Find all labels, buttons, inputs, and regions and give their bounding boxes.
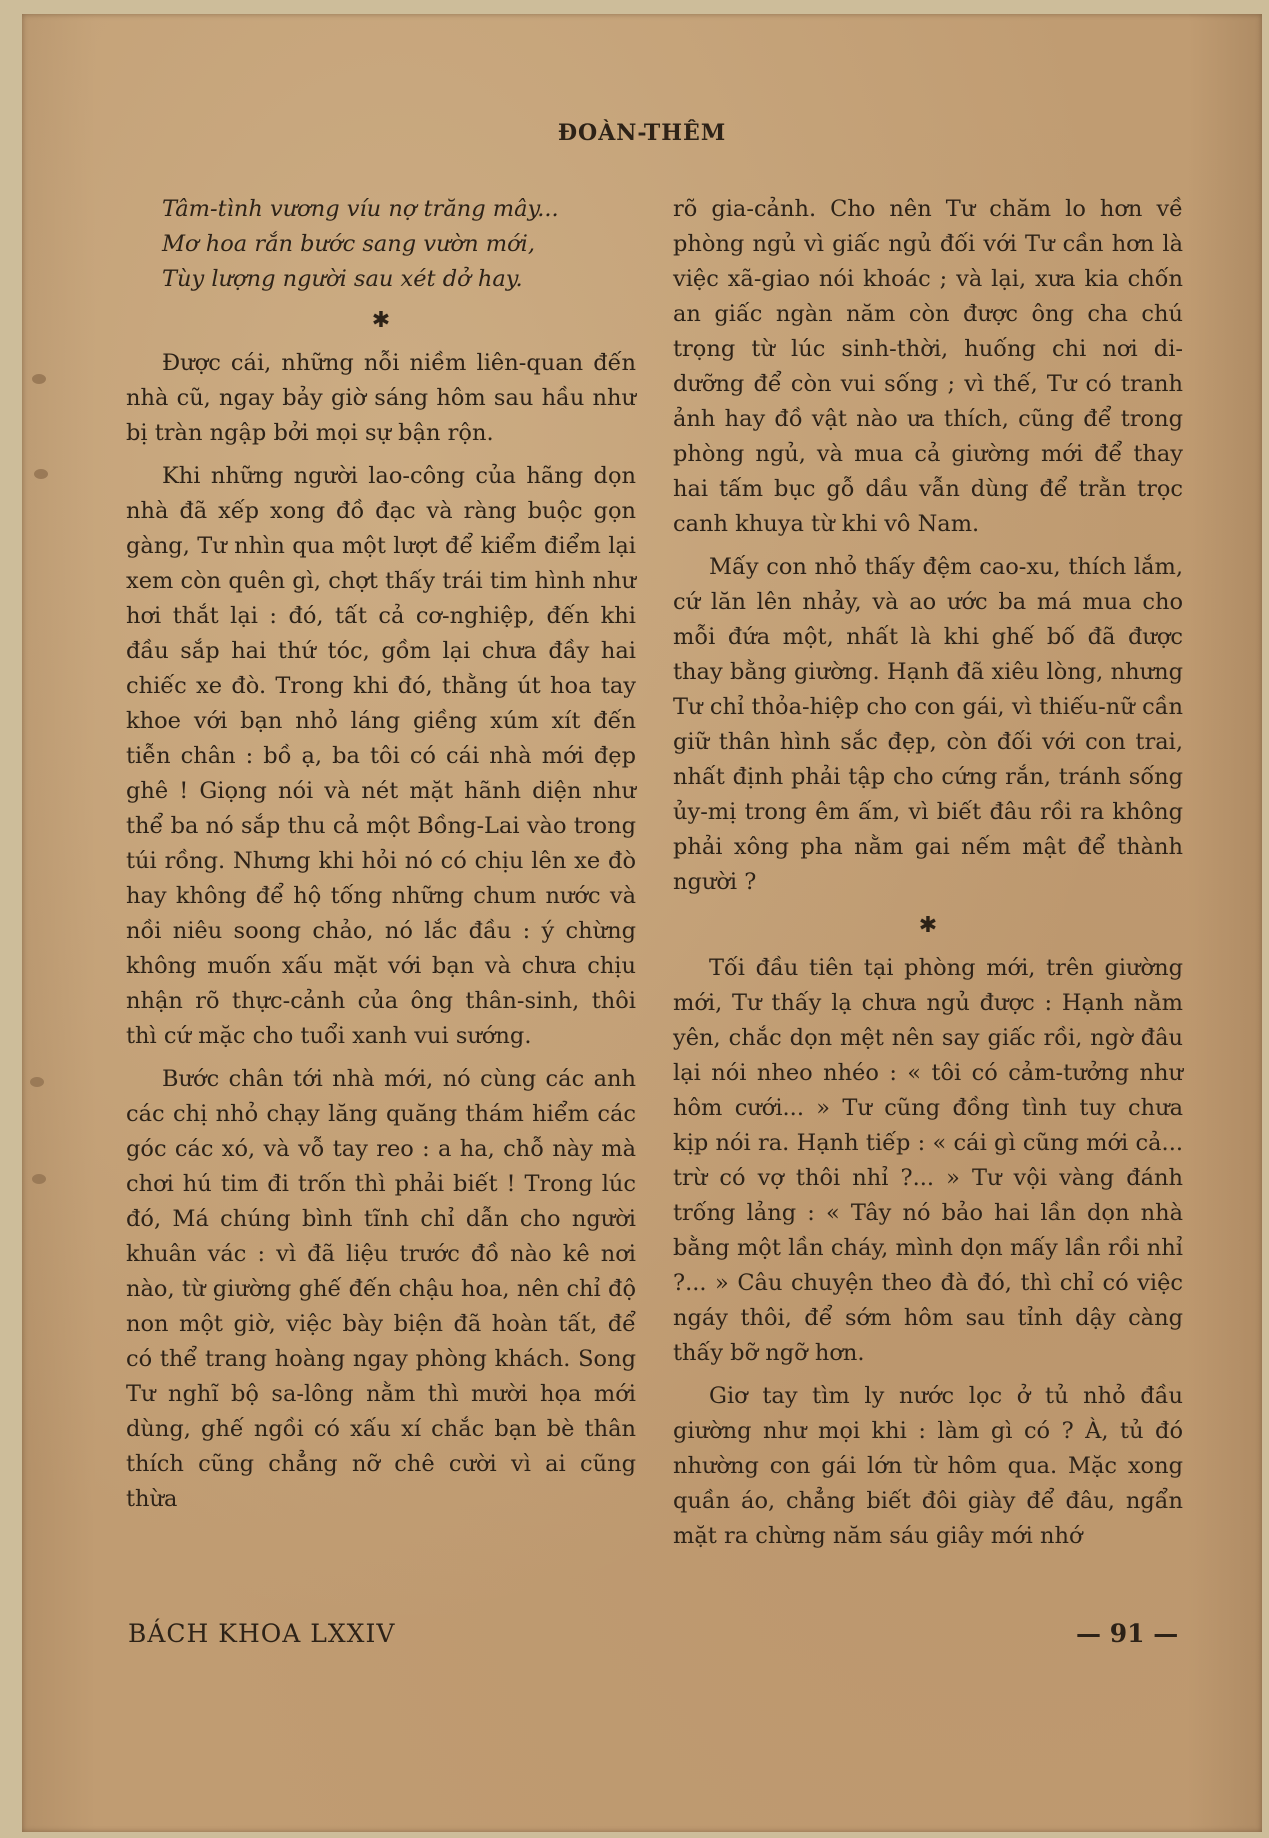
paragraph: rõ gia-cảnh. Cho nên Tư chăm lo hơn về phòng ngủ vì giấc ngủ đối với Tư cần hơn là việc xã-giao nói khoác ; và lại, xưa kia chốn an giấc ngàn năm còn được ông cha chú trọng từ lúc sinh-thời, huống chi nơi di-dưỡng để còn vui sống ; vì thế, Tư có tranh ảnh hay đồ vật nào ưa thích, cũng để trong phòng ngủ, và mua cả giường mới để thay hai tấm bục gỗ dầu vẫn dùng để trằn trọc canh khuya từ khi vô Nam. [673, 196, 1183, 537]
paragraph: Khi những người lao-công của hãng dọn nhà đã xếp xong đồ đạc và ràng buộc gọn gàng, Tư nhìn qua một lượt để kiểm điểm lại xem còn quên gì, chợt thấy trái tim hình như hơi thắt lại : đó, tất cả cơ-nghiệp, đến khi đầu sắp hai thứ tóc, gồm lại chưa đầy hai chiếc xe đò. Trong khi đó, thằng út hoa tay khoe với bạn nhỏ láng giềng xúm xít đến tiễn chân : bồ ạ, ba tôi có cái nhà mới đẹp ghê ! Giọng nói và nét mặt hãnh diện như thể ba nó sắp thu cả một Bồng-Lai vào trong túi rồng. Nhưng khi hỏi nó có chịu lên xe đò hay không để hộ tống những chum nước và nồi niêu soong chảo, nó lắc đầu : ý chừng không muốn xấu mặt với bạn và chưa chịu nhận rõ thực-cảnh của ông thân-sinh, thôi thì cứ mặc cho tuổi xanh vui sướng. [126, 463, 636, 1049]
paragraph: Được cái, những nỗi niềm liên-quan đến nhà cũ, ngay bảy giờ sáng hôm sau hầu như bị tràn ngập bởi mọi sự bận rộn. [126, 350, 636, 446]
magazine-name: BÁCH KHOA LXXIV [128, 1619, 396, 1648]
right-column [673, 192, 1183, 1562]
poem [126, 192, 636, 297]
binding-hole [32, 1174, 46, 1184]
left-column [126, 192, 636, 1525]
poem-line: Tâm-tình vương víu nợ trăng mây... [162, 196, 559, 222]
page-number: — 91 — [1076, 1619, 1179, 1648]
section-separator: ✱ [918, 913, 938, 938]
section-separator: ✱ [371, 308, 391, 333]
binding-hole [34, 469, 48, 479]
paragraph: Mấy con nhỏ thấy đệm cao-xu, thích lắm, cứ lăn lên nhảy, và ao ước ba má mua cho mỗi đứa một, nhất là khi ghế bố đã được thay bằng giường. Hạnh đã xiêu lòng, nhưng Tư chỉ thỏa-hiệp cho con gái, vì thiếu-nữ cần giữ thân hình sắc đẹp, còn đối với con trai, nhất định phải tập cho cứng rắn, tránh sống ủy-mị trong êm ấm, vì biết đâu rồi ra không phải xông pha nằm gai nếm mật để thành người ? [673, 554, 1183, 895]
paragraph: Giơ tay tìm ly nước lọc ở tủ nhỏ đầu giường như mọi khi : làm gì có ? À, tủ đó nhường con gái lớn từ hôm qua. Mặc xong quần áo, chẳng biết đôi giày để đâu, ngẩn mặt ra chừng năm sáu giây mới nhớ [673, 1383, 1183, 1549]
poem-line: Tùy lượng người sau xét dở hay. [162, 266, 523, 292]
running-header: ĐOÀN-THÊM [557, 120, 727, 146]
paragraph: Tối đầu tiên tại phòng mới, trên giường mới, Tư thấy lạ chưa ngủ được : Hạnh nằm yên, chắc dọn mệt nên say giấc rồi, ngờ đâu lại nói nheo nhéo : « tôi có cảm-tưởng như hôm cưới... » Tư cũng đồng tình tuy chưa kịp nói ra. Hạnh tiếp : « cái gì cũng mới cả... trừ có vợ thôi nhỉ ?... » Tư vội vàng đánh trống lảng : « Tây nó bảo hai lần dọn nhà bằng một lần cháy, mình dọn mấy lần rồi nhỉ ?... » Câu chuyện theo đà đó, thì chỉ có việc ngáy thôi, để sớm hôm sau tỉnh dậy càng thấy bỡ ngỡ hơn. [673, 955, 1183, 1366]
binding-hole [30, 1077, 44, 1087]
page [22, 14, 1262, 1832]
binding-hole [32, 374, 46, 384]
paragraph: Bước chân tới nhà mới, nó cùng các anh các chị nhỏ chạy lăng quăng thám hiểm các góc các xó, và vỗ tay reo : a ha, chỗ này mà chơi hú tim đi trốn thì phải biết ! Trong lúc đó, Má chúng bình tĩnh chỉ dẫn cho người khuân vác : vì đã liệu trước đồ nào kê nơi nào, từ giường ghế đến chậu hoa, nên chỉ độ non một giờ, việc bày biện đã hoàn tất, để có thể trang hoàng ngay phòng khách. Song Tư nghĩ bộ sa-lông nằm thì mười họa mới dùng, ghế ngồi có xấu xí chắc bạn bè thân thích cũng chẳng nỡ chê cười vì ai cũng thừa [126, 1066, 636, 1512]
poem-line: Mơ hoa rắn bước sang vườn mới, [162, 231, 535, 257]
